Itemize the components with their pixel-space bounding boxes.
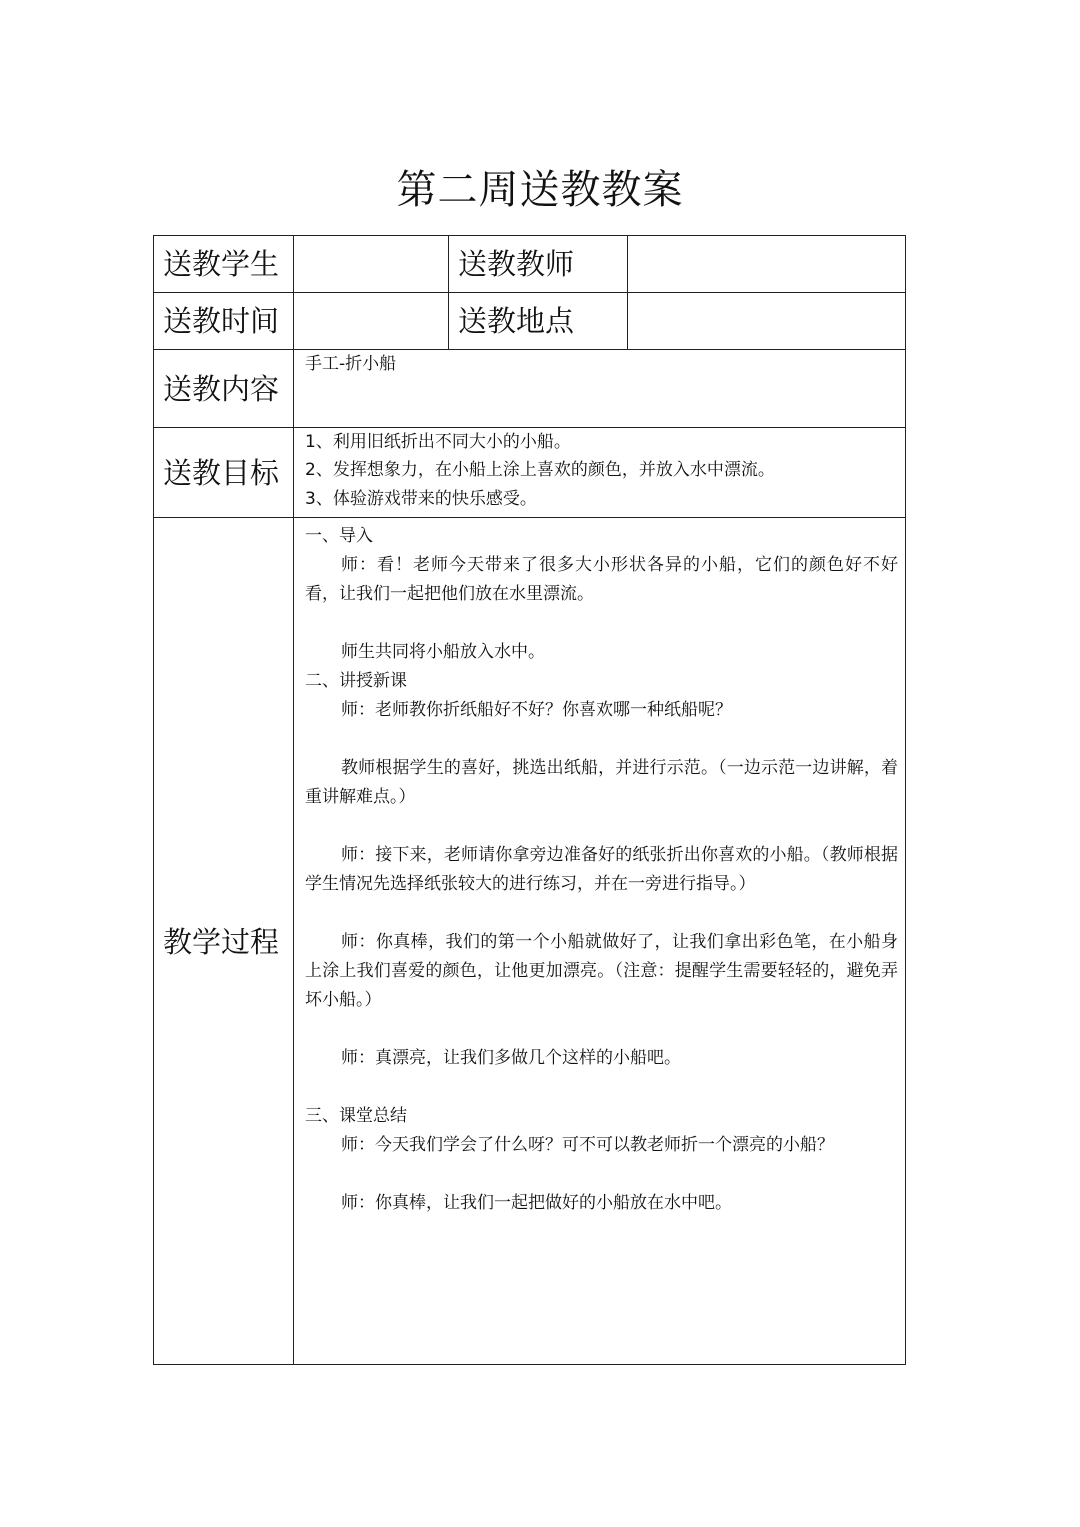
row-divider: [153, 292, 906, 293]
blank-line: [305, 899, 898, 928]
process-paragraph: 师生共同将小船放入水中。: [341, 642, 545, 662]
goal-item: 1、利用旧纸折出不同大小的小船。: [305, 432, 571, 452]
page-title: 第二周送教教案: [396, 167, 684, 213]
column-divider: [627, 235, 628, 350]
table-border-top: [153, 235, 906, 236]
place-label: 送教地点: [458, 304, 575, 338]
row-divider: [153, 349, 906, 350]
goal-item: 3、体验游戏带来的快乐感受。: [305, 489, 537, 509]
student-label: 送教学生: [163, 247, 280, 281]
process-paragraph: 师：老师教你折纸船好不好？你喜欢哪一种纸船呢？: [341, 700, 732, 720]
blank-line: [305, 609, 898, 638]
content-label: 送教内容: [163, 372, 280, 406]
process-label: 教学过程: [163, 925, 280, 959]
column-divider: [448, 235, 449, 350]
table-border-left: [153, 235, 154, 1365]
content-value: 手工-折小船: [305, 354, 397, 374]
blank-line: [305, 1073, 898, 1102]
section-heading: 一、导入: [305, 526, 373, 546]
section-heading: 三、课堂总结: [305, 1106, 407, 1126]
process-paragraph: 教师根据学生的喜好，挑选出纸船，并进行示范。（一边示范一边讲解，着重讲解难点。）: [305, 758, 898, 807]
process-paragraph: 师：接下来，老师请你拿旁边准备好的纸张折出你喜欢的小船。（教师根据学生情况先选择纸张较大的进行练习，并在一旁进行指导。）: [305, 845, 898, 894]
goal-item: 2、发挥想象力，在小船上涂上喜欢的颜色，并放入水中漂流。: [305, 460, 775, 480]
row-divider: [153, 517, 906, 518]
blank-line: [305, 1160, 898, 1189]
section-heading: 二、讲授新课: [305, 671, 407, 691]
process-paragraph: 师：看！老师今天带来了很多大小形状各异的小船，它们的颜色好不好看，让我们一起把他们放在水里漂流。: [305, 555, 898, 604]
teacher-label: 送教教师: [458, 247, 575, 281]
time-label: 送教时间: [163, 304, 280, 338]
process-paragraph: 师：你真棒，让我们一起把做好的小船放在水中吧。: [341, 1193, 732, 1213]
lesson-plan-table: [153, 235, 906, 1365]
blank-line: [305, 812, 898, 841]
blank-line: [305, 725, 898, 754]
process-paragraph: 师：你真棒，我们的第一个小船就做好了，让我们拿出彩色笔，在小船身上涂上我们喜爱的颜色，让他更加漂亮。（注意：提醒学生需要轻轻的，避免弄坏小船。）: [305, 932, 898, 1010]
blank-line: [305, 1015, 898, 1044]
table-border-bottom: [153, 1364, 906, 1365]
column-divider: [293, 235, 294, 1365]
table-border-right: [905, 235, 906, 1365]
process-paragraph: 师：真漂亮，让我们多做几个这样的小船吧。: [341, 1048, 681, 1068]
teaching-process: [305, 522, 898, 1218]
goals-label: 送教目标: [163, 456, 280, 490]
process-paragraph: 师：今天我们学会了什么呀？可不可以教老师折一个漂亮的小船？: [341, 1135, 834, 1155]
